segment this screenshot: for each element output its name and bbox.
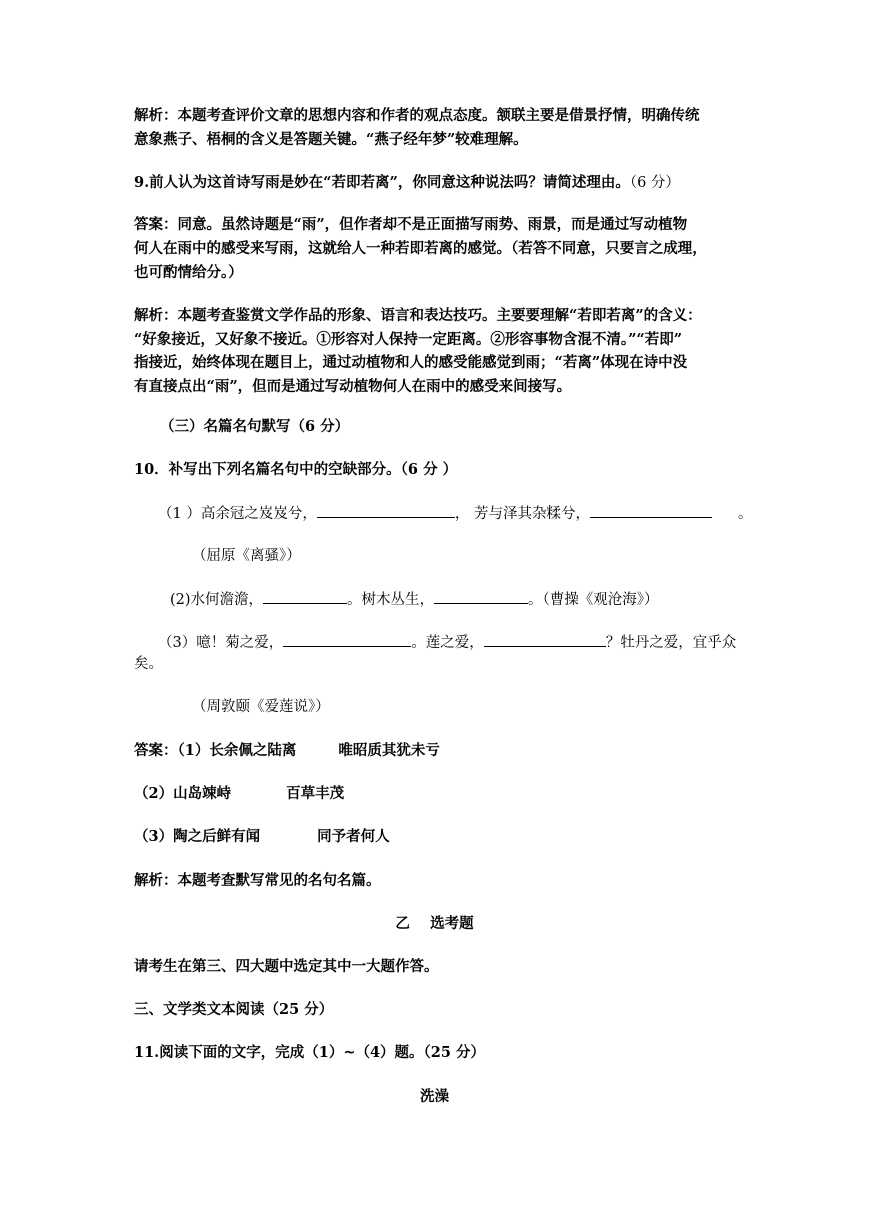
analysis-line: 意象燕子、梧桐的含义是答题关键。“燕子经年梦”较难理解。 (134, 131, 528, 148)
analysis-line: 指接近，始终体现在题目上，通过动植物和人的感受能感觉到雨；“若离”体现在诗中没 (134, 354, 688, 371)
item-text: 。 (737, 506, 753, 522)
instruction: 请考生在第三、四大题中选定其中一大题作答。 (134, 958, 439, 975)
answer-line: 也可酌情给分。） (134, 264, 243, 281)
section-title: （三）名篇名句默写（6 分） (160, 418, 350, 435)
part-heading: 乙 选考题 (395, 915, 474, 932)
blank-field (317, 502, 455, 518)
item-source: （周敦颐《爱莲说》） (192, 699, 330, 715)
item-text: 。树木丛生， (347, 592, 435, 608)
answer-line (134, 826, 390, 848)
answer-line: 何人在雨中的感受来写雨，这就给人一种若即若离的感觉。（若答不同意，只要言之成理， (134, 240, 707, 257)
blank-field (434, 588, 528, 604)
blank-field (484, 631, 606, 647)
blank-field (263, 588, 347, 604)
answer-part: 同予者何人 (317, 828, 390, 845)
answer-line (134, 740, 440, 762)
item-text: （1 ）高余冠之岌岌兮， (158, 506, 317, 522)
fill-blank-item-2 (170, 588, 659, 611)
question-text: 9.前人认为这首诗写雨是妙在“若即若离”，你同意这种说法吗？请简述理由。 (134, 174, 630, 191)
fill-blank-item-3 (158, 631, 736, 654)
answer-part: 答案：（1）长余佩之陆离 (134, 742, 297, 759)
item-text: ， 芳与泽其杂糅兮， (454, 506, 590, 522)
analysis-line: 解析：本题考查评价文章的思想内容和作者的观点态度。颔联主要是借景抒情，明确传统 (134, 107, 700, 124)
item-text: （3）噫！菊之爱， (158, 635, 284, 651)
analysis-line: 解析：本题考查鉴赏文学作品的形象、语言和表达技巧。主要要理解“若即若离”的含义： (134, 307, 702, 324)
item-continuation: 矣。 (134, 656, 163, 672)
item-source: （屈原《离骚》） (192, 548, 301, 564)
section-title: 三、文学类文本阅读（25 分） (134, 1001, 334, 1018)
question-score: （6 分） (629, 175, 680, 191)
blank-field (590, 502, 712, 518)
item-text: (2)水何澹澹， (170, 592, 264, 608)
blank-field (283, 631, 411, 647)
answer-part: （2）山岛竦峙 (134, 785, 232, 802)
answer-part: 唯昭质其犹未亏 (338, 742, 440, 759)
fill-blank-item-1 (158, 502, 752, 525)
answer-line (134, 783, 344, 805)
question-11: 11.阅读下面的文字，完成（1）~（4）题。（25 分） (134, 1044, 486, 1061)
item-text: 。（曹操《观沧海》） (528, 592, 659, 608)
story-title: 洗澡 (420, 1088, 449, 1105)
question-10: 10．补写出下列名篇名句中的空缺部分。（6 分 ） (134, 461, 458, 478)
analysis-line: 有直接点出“雨”，但而是通过写动植物何人在雨中的感受来间接写。 (134, 378, 572, 395)
answer-part: 百草丰茂 (286, 785, 345, 802)
analysis-line: “好象接近，又好象不接近。①形容对人保持一定距离。②形容事物含混不清。”“若即” (134, 331, 683, 348)
analysis-line: 解析：本题考查默写常见的名句名篇。 (134, 872, 381, 889)
answer-line: 答案：同意。虽然诗题是“雨”，但作者却不是正面描写雨势、雨景，而是通过写动植物 (134, 216, 688, 233)
question-9 (134, 172, 680, 194)
item-text: 。莲之爱， (411, 635, 484, 651)
answer-part: （3）陶之后鲜有闻 (134, 828, 261, 845)
item-text: ？牡丹之爱，宜乎众 (605, 635, 737, 651)
